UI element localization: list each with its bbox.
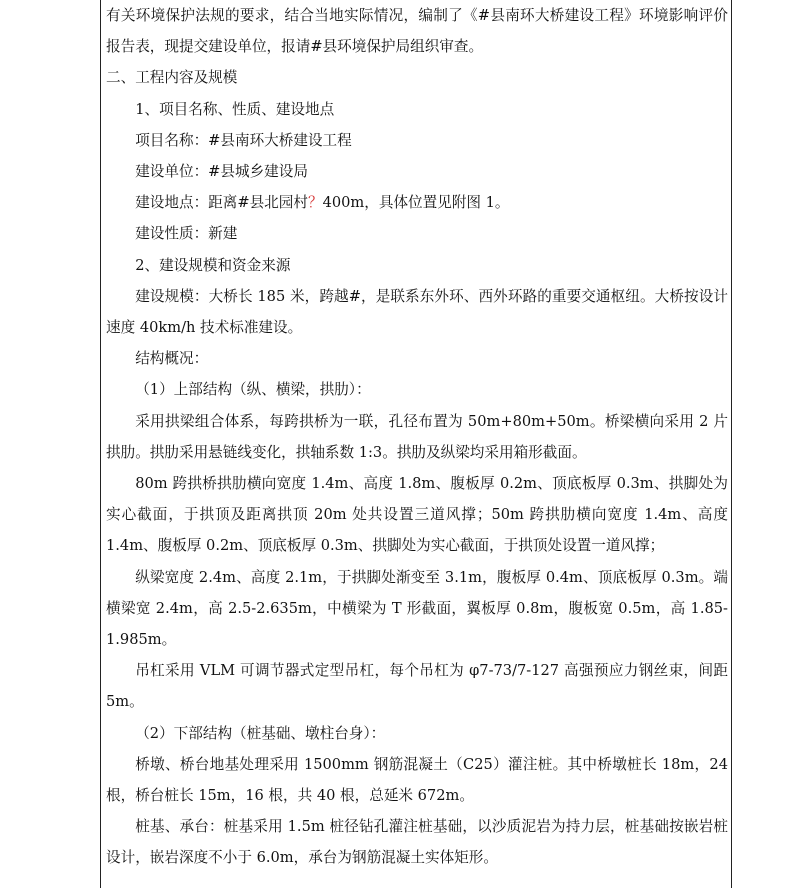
construction-nature-line: 建设性质：新建 (135, 225, 238, 243)
structure-overview-label: 结构概况： (135, 350, 209, 368)
beam-dimensions-paragraph: 纵梁宽度 2.4m、高度 2.1m，于拱脚处渐变至 3.1m，腹板厚 0.4m、顶底板厚 0.3m。端横梁宽 2.4m，高 2.5-2.635m，中横梁为 T 形截面，翼板厚 0.8m，腹板宽 0.5m，高 1.85-1.985m。 (106, 568, 728, 649)
intro-paragraph: 有关环境保护法规的要求，结合当地实际情况，编制了《#县南环大桥建设工程》环境影响评价报告表，现提交建设单位，报请#县环境保护局组织审查。 (106, 7, 728, 56)
arch-rib-dimensions-paragraph: 80m 跨拱桥拱肋横向宽度 1.4m、高度 1.8m、腹板厚 0.2m、顶底板厚 0.3m、拱脚处为实心截面，于拱顶及距离拱顶 20m 处共设置三道风撑；50m 跨拱肋横向宽度 1.4m、高度 1.4m、腹板厚 0.2m、顶底板厚 0.3m、拱脚处为实心截面，于拱顶处设置一道风撑； (106, 475, 728, 555)
project-name-line: 项目名称：#县南环大桥建设工程 (135, 131, 352, 149)
subheading-scale-funding: 2、建设规模和资金来源 (135, 256, 291, 274)
superstructure-heading: （1）上部结构（纵、横梁，拱肋）： (135, 381, 371, 399)
construction-site-line (106, 187, 728, 218)
site-prefix: 建设地点：距离#县北园村 (135, 194, 308, 212)
construction-scale-paragraph: 建设规模：大桥长 185 米，跨越#，是联系东外环、西外环路的重要交通枢纽。大桥按设计速度 40km/h 技术标准建设。 (106, 287, 728, 337)
document-body (106, 0, 728, 874)
pile-cap-paragraph: 桩基、承台：桩基采用 1.5m 桩径钻孔灌注桩基础，以沙质泥岩为持力层，桩基础按嵌岩桩设计，嵌岩深度不小于 6.0m，承台为钢筋混凝土实体矩形。 (106, 818, 728, 867)
site-unknown-mark: ？ (307, 194, 323, 212)
site-suffix: 400m，具体位置见附图 1。 (322, 194, 510, 212)
subheading-project-name: 1、项目名称、性质、建设地点 (135, 100, 335, 118)
arch-system-paragraph: 采用拱梁组合体系，每跨拱桥为一联，孔径布置为 50m+80m+50m。桥梁横向采用 2 片拱肋。拱肋采用悬链线变化，拱轴系数 1:3。拱肋及纵梁均采用箱形截面。 (106, 412, 728, 461)
substructure-heading: （2）下部结构（桩基础、墩柱台身）： (135, 724, 386, 742)
hanger-paragraph: 吊杠采用 VLM 可调节器式定型吊杠，每个吊杠为 φ7-73/7-127 高强预应力钢丝束，间距 5m。 (106, 662, 728, 711)
construction-unit-line: 建设单位：#县城乡建设局 (135, 163, 308, 181)
section-heading-project-scope: 二、工程内容及规模 (106, 69, 238, 87)
pile-foundation-paragraph: 桥墩、桥台地基处理采用 1500mm 钢筋混凝土（C25）灌注桩。其中桥墩桩长 18m，24 根，桥台桩长 15m，16 根，共 40 根，总延米 672m。 (106, 755, 728, 805)
